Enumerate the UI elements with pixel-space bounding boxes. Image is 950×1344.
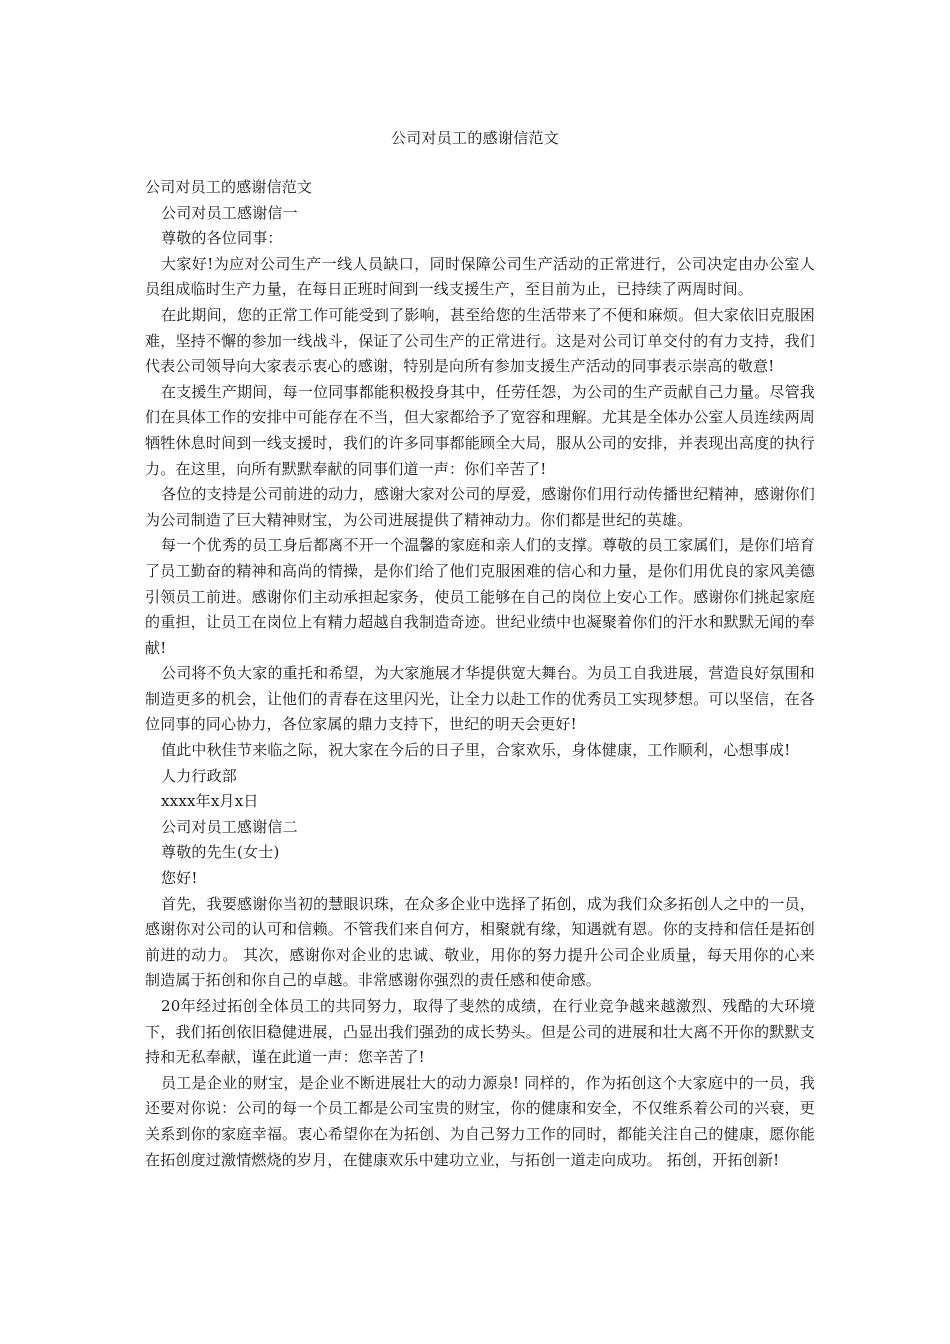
paragraph: 公司将不负大家的重托和希望，为大家施展才华提供宽大舞台。为员工自我进展，营造良好氛围和制造更多的机会，让他们的青春在这里闪光，让全力以赴工作的优秀员工实现梦想。可以坚信，在各位同事的同心协力，各位家属的鼎力支持下，世纪的明天会更好!: [145, 664, 815, 734]
paragraph: 公司对员工感谢信二: [161, 817, 298, 836]
paragraph: 尊敬的各位同事：: [161, 229, 283, 248]
paragraph: 您好!: [161, 869, 198, 888]
paragraph: 首先，我要感谢你当初的慧眼识珠，在众多企业中选择了拓创，成为我们众多拓创人之中的一员，感谢你对公司的认可和信赖。不管我们来自何方，相聚就有缘，知遇就有恩。你的支持和信任是拓创前进的动力。 其次，感谢你对企业的忠诚、敬业，用你的努力提升公司企业质量，每天用你的心来制造属于拓创和你自己的卓越。非常感谢你强烈的责任感和使命感。: [145, 894, 815, 990]
paragraph: xxxx年x月x日: [161, 792, 259, 811]
paragraph: 在支援生产期间，每一位同事都能积极投身其中，任劳任怨，为公司的生产贡献自己力量。尽管我们在具体工作的安排中可能存在不当，但大家都给予了宽容和理解。尤其是全体办公室人员连续两周牺牲休息时间到一线支援时，我们的许多同事都能顾全大局，服从公司的安排，并表现出高度的执行力。在这里，向所有默默奉献的同事们道一声：你们辛苦了!: [145, 382, 815, 478]
paragraph: 人力行政部: [161, 766, 238, 785]
paragraph: 公司对员工的感谢信范文: [145, 178, 313, 196]
document-body: [145, 175, 815, 1173]
paragraph: 员工是企业的财宝，是企业不断进展壮大的动力源泉! 同样的，作为拓创这个大家庭中的一员，我还要对你说：公司的每一个员工都是公司宝贵的财宝，你的健康和安全，不仅维系着公司的兴衰，更关系到你的家庭幸福。衷心希望你在为拓创、为自己努力工作的同时，都能关注自己的健康，愿你能在拓创度过激情燃烧的岁月，在健康欢乐中建功立业，与拓创一道走向成功。 拓创，开拓创新!: [145, 1073, 815, 1169]
document-title: 公司对员工的感谢信范文: [390, 129, 560, 147]
paragraph: 尊敬的先生(女士): [161, 843, 280, 862]
paragraph: 在此期间，您的正常工作可能受到了影响，甚至给您的生活带来了不便和麻烦。但大家依旧克服困难，坚持不懈的参加一线战斗，保证了公司生产的正常进行。这是对公司订单交付的有力支持，我们代表公司领导向大家表示衷心的感谢，特别是向所有参加支援生产活动的同事表示崇高的敬意!: [145, 305, 815, 376]
paragraph: 值此中秋佳节来临之际，祝大家在今后的日子里，合家欢乐，身体健康，工作顺利，心想事成!: [161, 741, 791, 760]
paragraph: 大家好!为应对公司生产一线人员缺口，同时保障公司生产活动的正常进行，公司决定由办公室人员组成临时生产力量，在每日正班时间到一线支援生产，至目前为止，已持续了两周时间。: [145, 254, 815, 299]
paragraph: 每一个优秀的员工身后都离不开一个温馨的家庭和亲人们的支撑。尊敬的员工家属们，是你们培育了员工勤奋的精神和高尚的情操，是你们给了他们克服困难的信心和力量，是你们用优良的家风美德引领员工前进。感谢你们主动承担起家务，使员工能够在自己的岗位上安心工作。感谢你们挑起家庭的重担，让员工在岗位上有精力超越自我制造奇迹。世纪业绩中也凝聚着你们的汗水和默默无闻的奉献!: [145, 536, 815, 657]
paragraph: 各位的支持是公司前进的动力，感谢大家对公司的厚爱，感谢你们用行动传播世纪精神，感谢你们为公司制造了巨大精神财宝，为公司进展提供了精神动力。你们都是世纪的英雄。: [145, 485, 815, 529]
paragraph: 公司对员工感谢信一: [161, 203, 298, 222]
paragraph: 20年经过拓创全体员工的共同努力，取得了斐然的成绩，在行业竞争越来越激烈、残酷的大环境下，我们拓创依旧稳健进展，凸显出我们强劲的成长势头。但是公司的进展和壮大离不开你的默默支持和无私奉献，谨在此道一声：您辛苦了!: [145, 997, 815, 1067]
